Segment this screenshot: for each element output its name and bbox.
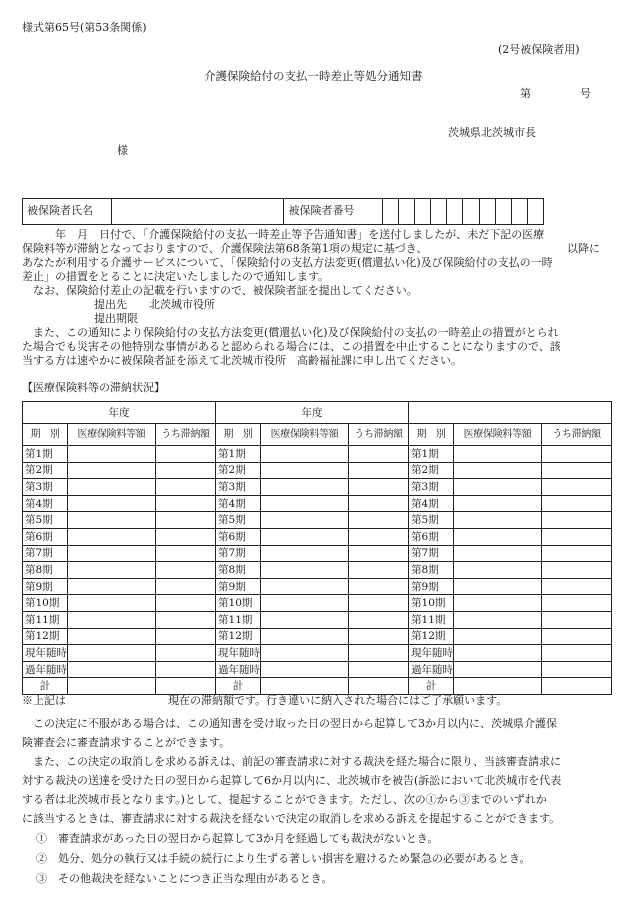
period-label: 第4期 [409, 495, 454, 512]
table-row [23, 611, 612, 628]
arrears-cell[interactable] [349, 479, 409, 496]
issuer: 茨城県北茨城市長 [448, 126, 536, 139]
insured-info-table [22, 198, 544, 225]
arrears-cell[interactable] [349, 528, 409, 545]
period-label: 現年随時 [216, 645, 261, 662]
period-label: 第9期 [216, 578, 261, 595]
amount-cell[interactable] [454, 446, 542, 463]
arrears-cell[interactable] [542, 645, 612, 662]
period-label: 第10期 [216, 595, 261, 612]
arrears-cell[interactable] [349, 512, 409, 529]
amount-cell[interactable] [454, 628, 542, 645]
period-label: 第10期 [409, 595, 454, 612]
arrears-cell[interactable] [349, 495, 409, 512]
amount-cell[interactable] [454, 495, 542, 512]
arrears-cell[interactable] [349, 595, 409, 612]
period-label: 第8期 [216, 562, 261, 579]
amount-cell[interactable] [261, 578, 349, 595]
amount-cell[interactable] [68, 645, 156, 662]
arrears-cell[interactable] [156, 462, 216, 479]
table-row [23, 628, 612, 645]
insured-name-field[interactable] [111, 199, 284, 225]
col-amount: 医療保険料等額 [261, 424, 349, 446]
period-label: 第2期 [409, 462, 454, 479]
amount-cell[interactable] [261, 595, 349, 612]
table-row [23, 595, 612, 612]
arrears-cell[interactable] [542, 528, 612, 545]
arrears-cell[interactable] [156, 595, 216, 612]
amount-cell[interactable] [261, 479, 349, 496]
amount-cell[interactable] [454, 545, 542, 562]
fiscal-year-header: 年度 [23, 402, 216, 424]
arrears-section-title: 【医療保険料等の滞納状況】 [22, 381, 165, 394]
amount-cell[interactable] [68, 678, 156, 695]
arrears-cell[interactable] [349, 545, 409, 562]
col-amount: 医療保険料等額 [454, 424, 542, 446]
insured-number-digit[interactable] [527, 199, 543, 225]
arrears-cell[interactable] [156, 446, 216, 463]
period-label: 第10期 [23, 595, 68, 612]
arrears-cell[interactable] [349, 462, 409, 479]
period-label: 第4期 [23, 495, 68, 512]
arrears-cell[interactable] [542, 678, 612, 695]
condition-item: ② 処分、処分の執行又は手続の続行により生ずる著しい損害を避けるため緊急の必要があるとき。 [36, 852, 531, 865]
period-label: 第2期 [216, 462, 261, 479]
amount-cell[interactable] [454, 595, 542, 612]
table-row [23, 495, 612, 512]
period-label: 第12期 [216, 628, 261, 645]
col-period: 期 別 [23, 424, 68, 446]
period-label: 第3期 [409, 479, 454, 496]
period-label: 第11期 [23, 611, 68, 628]
period-label: 第5期 [216, 512, 261, 529]
arrears-cell[interactable] [156, 512, 216, 529]
period-label: 第6期 [23, 528, 68, 545]
arrears-cell[interactable] [542, 462, 612, 479]
period-label: 第11期 [409, 611, 454, 628]
period-label: 第1期 [216, 446, 261, 463]
period-label: 第1期 [409, 446, 454, 463]
amount-cell[interactable] [68, 661, 156, 678]
table-row [23, 645, 612, 662]
amount-cell[interactable] [68, 446, 156, 463]
period-label: 第4期 [216, 495, 261, 512]
arrears-cell[interactable] [542, 446, 612, 463]
table-row [23, 528, 612, 545]
period-label: 第3期 [216, 479, 261, 496]
amount-cell[interactable] [68, 628, 156, 645]
amount-cell[interactable] [68, 512, 156, 529]
table-row [23, 678, 612, 695]
col-arrears: うち滞納額 [156, 424, 216, 446]
fiscal-year-header: 年度 [216, 402, 409, 424]
insured-number-digit[interactable] [383, 199, 399, 225]
insured-number-digit[interactable] [447, 199, 463, 225]
arrears-cell[interactable] [542, 495, 612, 512]
period-label: 第7期 [216, 545, 261, 562]
arrears-cell[interactable] [349, 611, 409, 628]
amount-cell[interactable] [68, 479, 156, 496]
period-label: 第9期 [409, 578, 454, 595]
amount-cell[interactable] [454, 562, 542, 579]
table-row [23, 545, 612, 562]
submit-deadline: 提出期限 [94, 312, 138, 325]
amount-cell[interactable] [68, 528, 156, 545]
submit-to: 提出先 北茨城市役所 [94, 298, 215, 311]
table-row [23, 578, 612, 595]
arrears-cell[interactable] [542, 661, 612, 678]
period-label: 現年随時 [409, 645, 454, 662]
arrears-cell[interactable] [156, 495, 216, 512]
insured-number-label: 被保険者番号 [284, 199, 383, 225]
arrears-cell[interactable] [542, 628, 612, 645]
period-label: 第12期 [23, 628, 68, 645]
page-title: 介護保険給付の支払一時差止等処分通知書 [204, 69, 423, 83]
insured-number-digit[interactable] [511, 199, 527, 225]
period-label: 過年随時 [409, 661, 454, 678]
amount-cell[interactable] [261, 645, 349, 662]
arrears-cell[interactable] [156, 645, 216, 662]
amount-cell[interactable] [261, 495, 349, 512]
arrears-cell[interactable] [542, 611, 612, 628]
period-label: 第5期 [409, 512, 454, 529]
period-label: 第8期 [409, 562, 454, 579]
body-text: 年 月 日付で、「介護保険給付の支払一時差止等予告通知書」を送付しましたが、未だ下記の医療 保険料等が滞納となっておりますので、介護保険法第68条第1項の規定に基づき、 以降に あなたが利用する介護サービスについて、「保険給付の支払方法変更(償還払い化)及び保険給付の支払の一時 差止」の措置をとることに決定いたしましたので通知します。 なお、保険給付差止の記載を行いますので、被保険者証を提出してください。 提出先 北茨城市役所 提出期限 また、この通知により保険給付の支払方法変更(償還払い化)及び保険給付の支払の一時差止の措置がとられ た場合でも災害その他特別な事情があると認められる場合には、この措置を中止することになりますので、該 当する方は速やかに被保険者証を添えて北茨城市役所 高齢福祉課に申し出てください。 [22, 228, 608, 368]
amount-cell[interactable] [68, 611, 156, 628]
table-row [23, 479, 612, 496]
insured-number-digit[interactable] [479, 199, 495, 225]
amount-cell[interactable] [454, 611, 542, 628]
period-label: 第7期 [23, 545, 68, 562]
arrears-cell[interactable] [156, 611, 216, 628]
amount-cell[interactable] [68, 462, 156, 479]
amount-cell[interactable] [261, 446, 349, 463]
amount-cell[interactable] [454, 479, 542, 496]
arrears-cell[interactable] [349, 645, 409, 662]
condition-item: ③ その他裁決を経ないことにつき正当な理由があるとき。 [36, 872, 333, 885]
period-label: 現年随時 [23, 645, 68, 662]
period-label: 計 [216, 678, 261, 695]
amount-cell[interactable] [261, 462, 349, 479]
period-label: 過年随時 [23, 661, 68, 678]
arrears-cell[interactable] [156, 578, 216, 595]
amount-cell[interactable] [68, 495, 156, 512]
recipient-suffix: 様 [117, 144, 128, 157]
insured-number-digit[interactable] [399, 199, 415, 225]
period-label: 第12期 [409, 628, 454, 645]
amount-cell[interactable] [261, 562, 349, 579]
period-label: 計 [23, 678, 68, 695]
amount-cell[interactable] [454, 678, 542, 695]
arrears-cell[interactable] [542, 479, 612, 496]
doc-number-suffix: 号 [580, 87, 591, 100]
table-row [23, 446, 612, 463]
table-row [23, 661, 612, 678]
amount-cell[interactable] [454, 645, 542, 662]
insured-name-label: 被保険者氏名 [23, 199, 112, 225]
period-label: 第6期 [409, 528, 454, 545]
arrears-cell[interactable] [542, 578, 612, 595]
col-period: 期 別 [216, 424, 261, 446]
amount-cell[interactable] [261, 545, 349, 562]
col-arrears: うち滞納額 [349, 424, 409, 446]
arrears-cell[interactable] [156, 661, 216, 678]
insured-number-digit[interactable] [463, 199, 479, 225]
period-label: 第8期 [23, 562, 68, 579]
arrears-cell[interactable] [349, 562, 409, 579]
period-label: 第5期 [23, 512, 68, 529]
amount-cell[interactable] [68, 562, 156, 579]
arrears-cell[interactable] [156, 528, 216, 545]
amount-cell[interactable] [261, 611, 349, 628]
amount-cell[interactable] [68, 578, 156, 595]
table-row [23, 462, 612, 479]
amount-cell[interactable] [261, 528, 349, 545]
amount-cell[interactable] [454, 528, 542, 545]
amount-cell[interactable] [454, 462, 542, 479]
arrears-cell[interactable] [156, 628, 216, 645]
insured-number-digit[interactable] [431, 199, 447, 225]
arrears-cell[interactable] [349, 578, 409, 595]
arrears-cell[interactable] [349, 678, 409, 695]
arrears-cell[interactable] [156, 479, 216, 496]
period-label: 計 [409, 678, 454, 695]
arrears-cell[interactable] [542, 512, 612, 529]
amount-cell[interactable] [454, 661, 542, 678]
amount-cell[interactable] [454, 512, 542, 529]
amount-cell[interactable] [68, 595, 156, 612]
condition-item: ① 審査請求があった日の翌日から起算して3か月を経過しても裁決がないとき。 [36, 832, 439, 845]
arrears-table [22, 401, 612, 695]
note-prefix: ※上記は [22, 694, 66, 707]
table-row [23, 562, 612, 579]
period-label: 過年随時 [216, 661, 261, 678]
arrears-cell[interactable] [542, 562, 612, 579]
arrears-cell[interactable] [156, 678, 216, 695]
note-text: 現在の滞納額です。行き違いに納入された場合にはご了承願います。 [168, 694, 508, 707]
period-label: 第6期 [216, 528, 261, 545]
period-label: 第1期 [23, 446, 68, 463]
period-label: 第9期 [23, 578, 68, 595]
amount-cell[interactable] [261, 512, 349, 529]
amount-cell[interactable] [454, 578, 542, 595]
arrears-cell[interactable] [542, 595, 612, 612]
form-number: 様式第65号(第53条関係) [22, 21, 147, 34]
arrears-cell[interactable] [542, 545, 612, 562]
period-label: 第11期 [216, 611, 261, 628]
appeal-paragraph: この決定に不服がある場合は、この通知書を受け取った日の翌日から起算して3か月以内に、茨城県介護保 険審査会に審査請求することができます。 また、この決定の取消しを求める訴えは、前記の審査請求に対する裁決を経た場合に限り、当該審査請求に 対する裁決の送達を受けた日の翌日から起算して6か月以内に、北茨城市を被告(訴訟において北茨城市を代表 する者は北茨城市長となります。)として、提起することができます。ただし、次の①から③までのいずれか に該当するときは、審査請求に対する裁決を経ないで決定の取消しを求める訴えを提起することができます。 [22, 717, 562, 825]
period-label: 第3期 [23, 479, 68, 496]
arrears-cell[interactable] [156, 545, 216, 562]
insured-type: (2号被保険者用) [498, 43, 580, 56]
doc-number-prefix: 第 [520, 87, 531, 100]
amount-cell[interactable] [261, 661, 349, 678]
arrears-cell[interactable] [156, 562, 216, 579]
col-arrears: うち滞納額 [542, 424, 612, 446]
arrears-cell[interactable] [349, 446, 409, 463]
fiscal-year-header [409, 402, 612, 424]
arrears-cell[interactable] [349, 661, 409, 678]
insured-number-digit[interactable] [495, 199, 511, 225]
insured-number-digit[interactable] [415, 199, 431, 225]
period-label: 第2期 [23, 462, 68, 479]
amount-cell[interactable] [261, 678, 349, 695]
amount-cell[interactable] [261, 628, 349, 645]
arrears-cell[interactable] [349, 628, 409, 645]
period-label: 第7期 [409, 545, 454, 562]
table-row [23, 512, 612, 529]
amount-cell[interactable] [68, 545, 156, 562]
col-amount: 医療保険料等額 [68, 424, 156, 446]
col-period: 期 別 [409, 424, 454, 446]
